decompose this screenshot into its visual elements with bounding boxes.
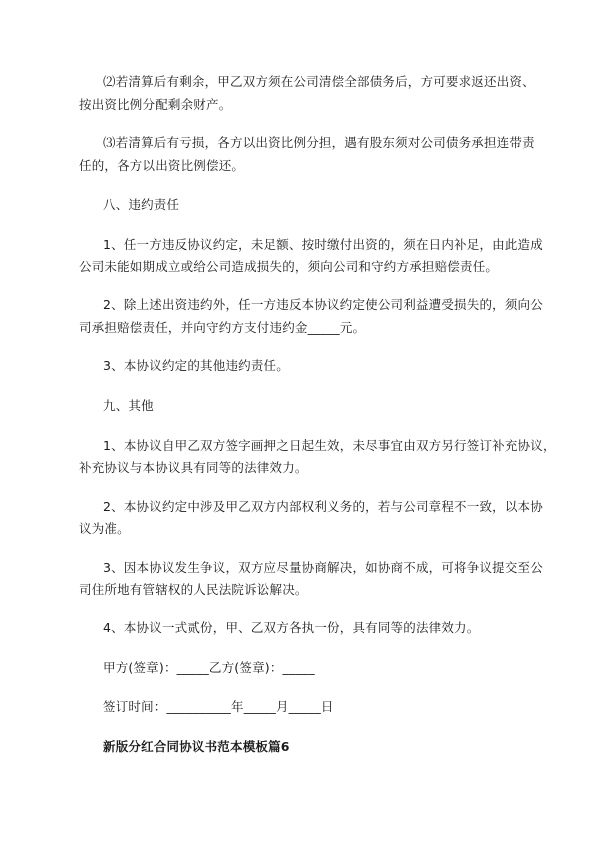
- signing-date-line: 签订时间：__________年_____月_____日: [103, 699, 334, 714]
- clause-8-1-line-1: 1、任一方违反协议约定，未足额、按时缴付出资的，须在日内补足，由此造成: [103, 237, 543, 252]
- signature-line: 甲方(签章)：_____乙方(签章)：_____: [103, 660, 315, 675]
- clause-9-1-line-2: 补充协议与本协议具有同等的法律效力。: [79, 460, 308, 475]
- clause-9-3-line-1: 3、因本协议发生争议，双方应尽量协商解决，如协商不成，可将争议提交至公: [103, 560, 543, 575]
- section-heading-breach: 八、违约责任: [103, 197, 180, 212]
- clause-8-2-line-1: 2、除上述出资违约外，任一方违反本协议约定使公司利益遭受损失的，须向公: [103, 297, 543, 312]
- clause-8-3: 3、本协议约定的其他违约责任。: [103, 358, 289, 373]
- clause-7-2-line-1: ⑵若清算后有剩余，甲乙双方须在公司清偿全部债务后，方可要求返还出资、: [103, 74, 535, 89]
- clause-7-2-line-2: 按出资比例分配剩余财产。: [79, 97, 232, 112]
- clause-9-3-line-2: 司住所地有管辖权的人民法院诉讼解决。: [79, 582, 308, 597]
- clause-9-2-line-2: 议为准。: [79, 521, 130, 536]
- clause-8-2-line-2: 司承担赔偿责任，并向守约方支付违约金_____元。: [79, 320, 366, 335]
- clause-7-3-line-1: ⑶若清算后有亏损，各方以出资比例分担，遇有股东须对公司债务承担连带责: [103, 135, 535, 150]
- clause-9-4: 4、本协议一式贰份，甲、乙双方各执一份，具有同等的法律效力。: [103, 620, 480, 635]
- clause-7-3-line-2: 任的，各方以出资比例偿还。: [79, 158, 245, 173]
- clause-8-1-line-2: 公司未能如期成立或给公司造成损失的，须向公司和守约方承担赔偿责任。: [79, 259, 499, 274]
- next-section-title: 新版分红合同协议书范本模板篇6: [103, 739, 290, 754]
- section-heading-other: 九、其他: [103, 398, 154, 413]
- clause-9-2-line-1: 2、本协议约定中涉及甲乙双方内部权利义务的，若与公司章程不一致，以本协: [103, 499, 543, 514]
- clause-9-1-line-1: 1、本协议自甲乙双方签字画押之日起生效，未尽事宜由双方另行签订补充协议，: [103, 438, 556, 453]
